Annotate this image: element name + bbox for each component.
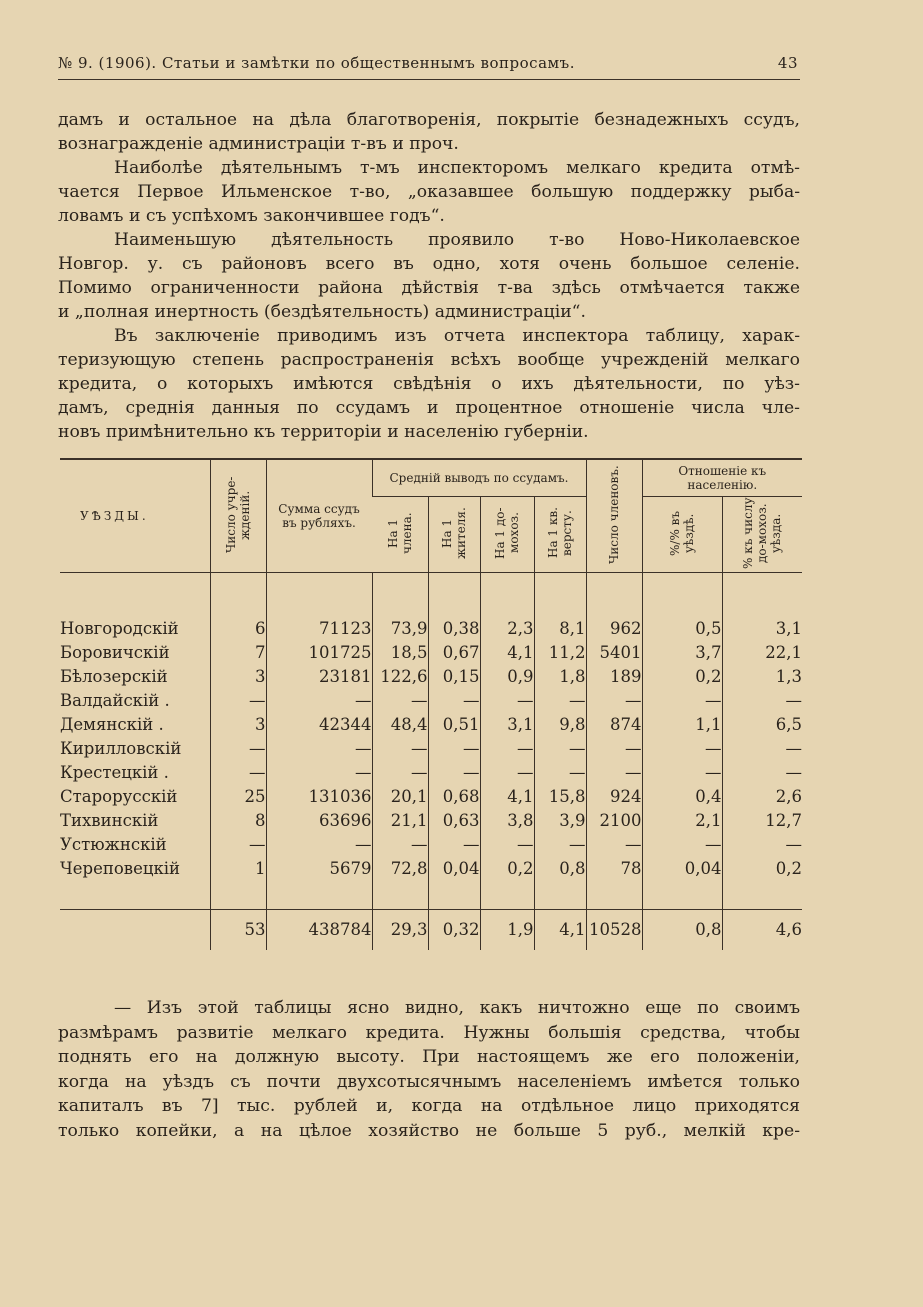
- table-cell: 6: [210, 617, 266, 641]
- table-cell: 48,4: [372, 713, 428, 737]
- table-cell: —: [480, 689, 534, 713]
- table-cell: 53: [210, 910, 266, 951]
- table-cell: —: [586, 761, 642, 785]
- table-cell: 25: [210, 785, 266, 809]
- table-cell: —: [372, 689, 428, 713]
- table-cell: 131036: [266, 785, 372, 809]
- row-name: Валдайскій .: [60, 691, 170, 710]
- row-name: Крестецкій .: [60, 763, 169, 782]
- table-cell: —: [428, 737, 480, 761]
- row-name: Боровичскій: [60, 643, 170, 662]
- table-cell: —: [372, 761, 428, 785]
- table-cell: 3: [210, 713, 266, 737]
- table-cell: —: [210, 737, 266, 761]
- text-line: — Изъ этой таблицы ясно видно, какъ ничтожно еще по своимъ: [114, 998, 800, 1018]
- table-cell: 3: [210, 665, 266, 689]
- header-avg-resident: На 1 жителя.: [428, 497, 480, 573]
- table-cell: —: [266, 689, 372, 713]
- table-cell: 0,63: [428, 809, 480, 833]
- table-cell: —: [372, 833, 428, 857]
- spacer-row: [60, 881, 802, 910]
- table-cell: 1,9: [480, 910, 534, 951]
- row-name: Череповецкій: [60, 859, 181, 878]
- text-line: когда на уѣздъ съ почти двухсотысячнымъ населеніемъ имѣется только: [58, 1071, 800, 1092]
- table-cell: 21,1: [372, 809, 428, 833]
- table-row: [60, 617, 802, 641]
- table-cell: —: [480, 761, 534, 785]
- header-count: Число учре-ждeній.: [210, 459, 266, 573]
- table-row: [60, 833, 802, 857]
- table-cell: 22,1: [722, 641, 802, 665]
- table-cell: 1,3: [722, 665, 802, 689]
- table-row: [60, 785, 802, 809]
- spacer-row: [60, 573, 802, 618]
- table-cell: 2,6: [722, 785, 802, 809]
- table-cell: 1: [210, 857, 266, 881]
- text-line: капиталъ въ 7] тыс. рублей и, когда на отдѣльное лицо приходятся: [58, 1096, 800, 1116]
- page-number: 43: [777, 54, 798, 72]
- table-cell: 0,38: [428, 617, 480, 641]
- text-line: чается Первое Ильменское т-во, „оказавшее большую поддержку рыба-: [58, 182, 800, 202]
- table-cell: 63696: [266, 809, 372, 833]
- table-row: [60, 641, 802, 665]
- table-cell: 71123: [266, 617, 372, 641]
- table-cell: 0,8: [642, 910, 722, 951]
- table-cell: —: [210, 833, 266, 857]
- text-line: новъ примѣнительно къ территоріи и населенію губерніи.: [58, 422, 589, 442]
- table-cell: 0,32: [428, 910, 480, 951]
- table-cell: 6,5: [722, 713, 802, 737]
- table-cell: —: [534, 833, 586, 857]
- table-cell: 18,5: [372, 641, 428, 665]
- table-cell: 189: [586, 665, 642, 689]
- text-line: теризующую степень распространенія всѣхъ вообще учрежденій мелкаго: [58, 350, 800, 370]
- table-cell: —: [586, 833, 642, 857]
- text-line: Новгор. у. съ районовъ всего въ одно, хотя очень большое селеніе.: [58, 254, 800, 274]
- table-cell: 3,7: [642, 641, 722, 665]
- table-cell: 11,2: [534, 641, 586, 665]
- table-cell: —: [372, 737, 428, 761]
- text-line: и „полная инертность (бездѣятельность) администраціи“.: [58, 302, 586, 322]
- table-row: [60, 713, 802, 737]
- table-cell: 0,04: [642, 857, 722, 881]
- table-cell: 924: [586, 785, 642, 809]
- header-title: № 9. (1906). Статьи и замѣтки по общественнымъ вопросамъ.: [58, 54, 575, 72]
- table-row: [60, 857, 802, 881]
- table-cell: —: [480, 833, 534, 857]
- table-cell: 3,1: [480, 713, 534, 737]
- table-cell: —: [722, 761, 802, 785]
- table-cell: 874: [586, 713, 642, 737]
- table-cell: —: [428, 761, 480, 785]
- table-cell: 9,8: [534, 713, 586, 737]
- text-line: только копейки, а на цѣлое хозяйство не больше 5 руб., мелкій кре-: [58, 1120, 800, 1141]
- table-cell: —: [642, 833, 722, 857]
- table-cell: —: [266, 761, 372, 785]
- text-line: дамъ, среднія данныя по ссудамъ и процентное отношеніе числа чле-: [58, 398, 800, 418]
- table-cell: 4,1: [534, 910, 586, 951]
- text-top: [58, 108, 800, 444]
- table-cell: —: [642, 761, 722, 785]
- header-rule: [58, 79, 800, 80]
- statistics-table: [60, 458, 802, 950]
- table-cell: —: [586, 737, 642, 761]
- table-cell: 0,15: [428, 665, 480, 689]
- table-cell: 0,51: [428, 713, 480, 737]
- table-cell: —: [642, 689, 722, 713]
- text-line: Въ заключеніе приводимъ изъ отчета инспектора таблицу, харак-: [114, 326, 800, 346]
- table-row: [60, 761, 802, 785]
- table-cell: 1,1: [642, 713, 722, 737]
- table-cell: 29,3: [372, 910, 428, 951]
- header-uezdy: УѢЗДЫ.: [60, 459, 210, 573]
- table-cell: 101725: [266, 641, 372, 665]
- table-cell: —: [210, 689, 266, 713]
- table-cell: 4,1: [480, 785, 534, 809]
- table-cell: —: [210, 761, 266, 785]
- table-cell: 0,2: [722, 857, 802, 881]
- table-cell: —: [642, 737, 722, 761]
- header-avg-verst: На 1 кв. версту.: [534, 497, 586, 573]
- header-ratio-group: Отношеніе къ населенію.: [642, 459, 802, 497]
- text-line: поднять его на должную высоту. При настоящемъ же его положеніи,: [58, 1047, 800, 1067]
- text-line: размѣрамъ развитіе мелкаго кредита. Нужны большія средства, чтобы: [58, 1022, 800, 1043]
- row-name: Демянскій .: [60, 715, 164, 734]
- table-cell: —: [722, 833, 802, 857]
- row-name: Тихвинскій: [60, 811, 159, 830]
- header-avg-household: На 1 до-мохоз.: [480, 497, 534, 573]
- table-cell: 0,04: [428, 857, 480, 881]
- table-cell: 0,8: [534, 857, 586, 881]
- header-sum: Сумма ссудъ въ рубляхъ.: [266, 459, 372, 573]
- table-cell: —: [586, 689, 642, 713]
- table-cell: 0,5: [642, 617, 722, 641]
- text-line: дамъ и остальное на дѣла благотворенія, покрытіе безнадежныхъ ссудъ,: [58, 110, 800, 130]
- table-total-row: [60, 910, 802, 951]
- table-cell: —: [266, 833, 372, 857]
- table-cell: 8: [210, 809, 266, 833]
- table-cell: 2,3: [480, 617, 534, 641]
- table-cell: 0,9: [480, 665, 534, 689]
- table-cell: —: [534, 761, 586, 785]
- table-cell: 5401: [586, 641, 642, 665]
- table-cell: 2100: [586, 809, 642, 833]
- row-name: Кирилловскій: [60, 739, 182, 758]
- table-cell: 0,68: [428, 785, 480, 809]
- text-line: ловамъ и съ успѣхомъ закончившее годъ“.: [58, 206, 445, 226]
- text-line: вознагражденіе администраціи т-въ и проч.: [58, 134, 459, 154]
- table-cell: 122,6: [372, 665, 428, 689]
- header-ratio-households: % къ числу до-мохоз. уѣзда.: [722, 497, 802, 573]
- table-row: [60, 665, 802, 689]
- table-cell: 3,9: [534, 809, 586, 833]
- table-row: [60, 737, 802, 761]
- table-cell: 20,1: [372, 785, 428, 809]
- table-cell: 0,67: [428, 641, 480, 665]
- row-name: [60, 910, 210, 951]
- table-row: [60, 809, 802, 833]
- table-cell: 23181: [266, 665, 372, 689]
- table-cell: 0,4: [642, 785, 722, 809]
- table-cell: 8,1: [534, 617, 586, 641]
- table-cell: 78: [586, 857, 642, 881]
- header-avg-member: На 1 члена.: [372, 497, 428, 573]
- header-ratio-uezd: %/% въ уѣздѣ.: [642, 497, 722, 573]
- table-cell: 1,8: [534, 665, 586, 689]
- table-cell: 0,2: [642, 665, 722, 689]
- table-cell: —: [722, 689, 802, 713]
- header-avg-group: Средній выводъ по ссудамъ.: [372, 459, 586, 497]
- table-cell: —: [722, 737, 802, 761]
- table-cell: —: [428, 689, 480, 713]
- table-cell: —: [534, 737, 586, 761]
- table-body: [60, 573, 802, 951]
- table-cell: 73,9: [372, 617, 428, 641]
- table-cell: 2,1: [642, 809, 722, 833]
- row-name: Бѣлозерскій: [60, 667, 168, 686]
- table-cell: 0,2: [480, 857, 534, 881]
- table-cell: —: [266, 737, 372, 761]
- row-name: Устюжнскій: [60, 835, 167, 854]
- row-name: Старорусскій: [60, 787, 178, 806]
- table-cell: 438784: [266, 910, 372, 951]
- table-cell: 3,1: [722, 617, 802, 641]
- table-cell: 7: [210, 641, 266, 665]
- table-cell: 10528: [586, 910, 642, 951]
- table-cell: —: [480, 737, 534, 761]
- table-cell: 15,8: [534, 785, 586, 809]
- table-cell: 4,1: [480, 641, 534, 665]
- table-cell: 3,8: [480, 809, 534, 833]
- table-cell: 4,6: [722, 910, 802, 951]
- table-cell: 962: [586, 617, 642, 641]
- table-cell: —: [428, 833, 480, 857]
- table-cell: —: [534, 689, 586, 713]
- table-cell: 5679: [266, 857, 372, 881]
- table-cell: 12,7: [722, 809, 802, 833]
- text-line: кредита, о которыхъ имѣются свѣдѣнія о ихъ дѣятельности, по уѣз-: [58, 374, 800, 394]
- table-cell: 42344: [266, 713, 372, 737]
- text-line: Помимо ограниченности района дѣйствія т-ва здѣсь отмѣчается также: [58, 278, 800, 298]
- table-row: [60, 689, 802, 713]
- text-bottom: [58, 996, 800, 1143]
- table-cell: 72,8: [372, 857, 428, 881]
- text-line: Наименьшую дѣятельность проявило т-во Ново-Николаевское: [114, 230, 800, 250]
- text-line: Наиболѣе дѣятельнымъ т-мъ инспекторомъ мелкаго кредита отмѣ-: [114, 158, 800, 178]
- row-name: Новгородскій: [60, 619, 179, 638]
- header-members: Число членовъ.: [586, 459, 642, 573]
